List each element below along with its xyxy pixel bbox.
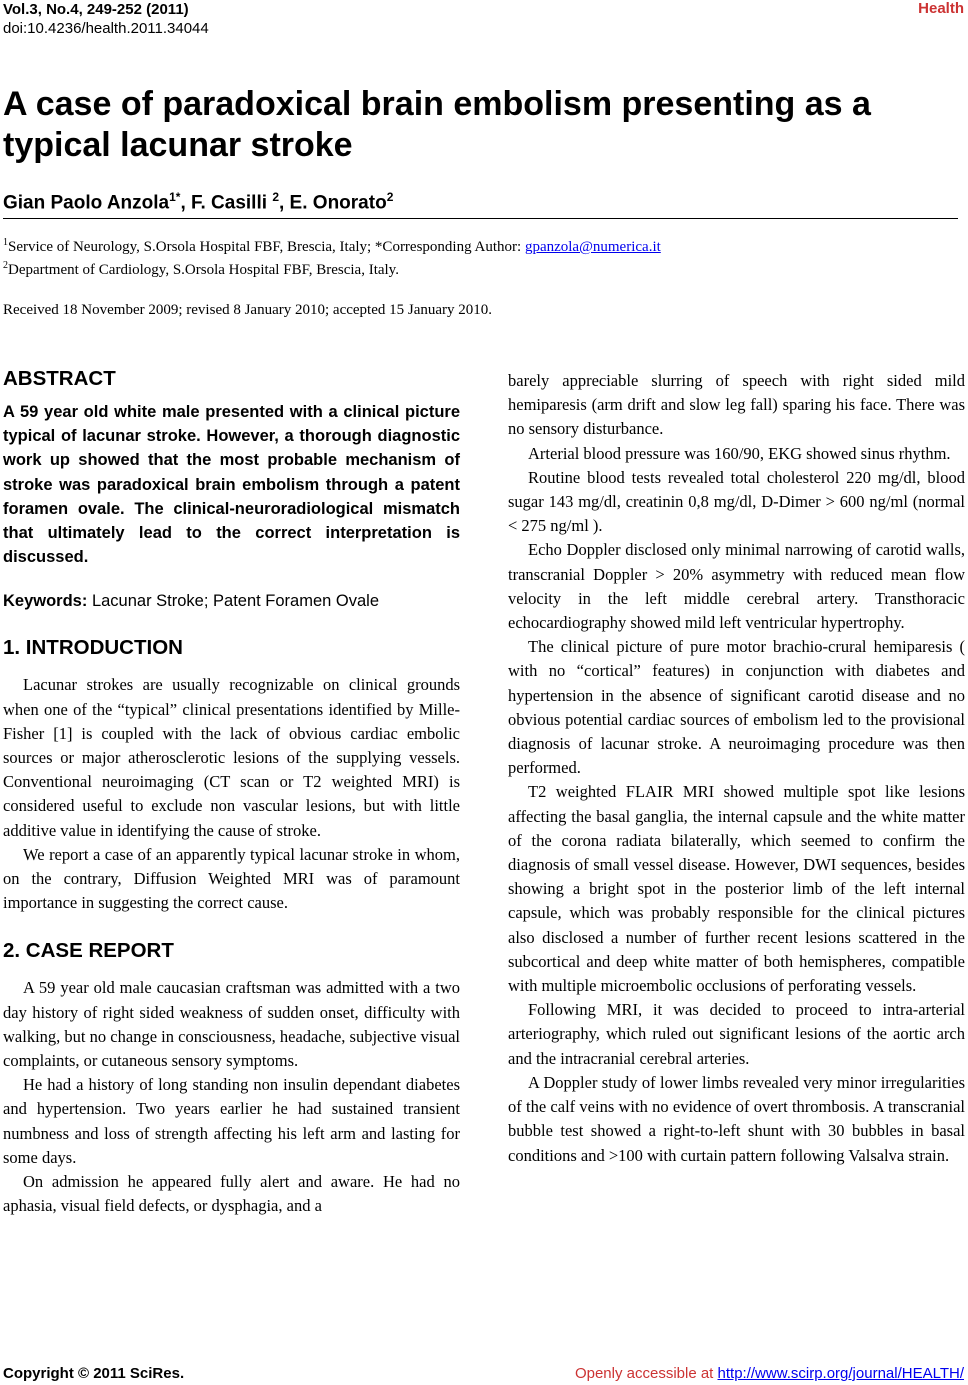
author-sup: 2 [386,190,394,204]
author-name: , E. Onorato [279,192,387,214]
paper-title: A case of paradoxical brain embolism presenting as a typical lacunar stroke [3,85,871,164]
case-paragraph: Arterial blood pressure was 160/90, EKG showed sinus rhythm. [528,443,951,463]
journal-url-link[interactable]: http://www.scirp.org/journal/HEALTH/ [717,1365,964,1382]
case-paragraph: The clinical picture of pure motor brachio-crural hemiparesis ( with no “cortical” features) in conjunction with diabetes and hypertension in the absence of significant carotid disease and no obvious potential cardiac sources of embolism led to the provisional diagnosis of lacunar stroke. A neuroimaging procedure was then performed. [508,637,965,778]
case-paragraph: He had a history of long standing non insulin dependant diabetes and hypertension. Two years earlier he had sustained transient numbness and loss of strength affecting his left arm and lasting for some days. [3,1075,460,1167]
received-dates: Received 18 November 2009; revised 8 January 2010; accepted 15 January 2010. [3,302,493,318]
case-paragraph-continued: barely appreciable slurring of speech with right sided mild hemiparesis (arm drift and slow leg fall) sparing his face. There was no sensory disturbance. [508,371,965,439]
author-list [3,190,393,214]
running-header [3,0,209,38]
corresponding-email-link[interactable]: gpanzola@numerica.it [524,239,661,255]
case-paragraph: A Doppler study of lower limbs revealed very minor irregularities of the calf veins with no evidence of overt thrombosis. A transcranial bubble test showed a right-to-left shunt with 30 bubbles in basal conditions and >100 with curtain pattern following Valsalva strain. [508,1072,965,1165]
abstract-heading: ABSTRACT [3,367,116,390]
author-sup: 1* [169,190,181,204]
journal-name: Health [918,0,964,17]
affiliation-1 [3,233,661,257]
case-paragraph: Following MRI, it was decided to proceed to intra-arterial arteriography, which ruled out significant lesions of the aortic arch and the intracranial cerebral arteries. [508,1000,965,1068]
case-paragraph: T2 weighted FLAIR MRI showed multiple spot like lesions affecting the basal ganglia, the internal capsule and the white matter of the corona radiata bilaterally, which seemed to confirm the diagnosis of small vessel disease. However, DWI sequences, besides showing a bright spot in the posterior limb of the left internal capsule, which was probably responsible for the clinical pictures also disclosed a number of further recent lesions scattered in the subcortical and deep white matter of both hemispheres, compatible with multiple microembolic occlusions of perforating vessels. [508,782,965,996]
intro-heading: 1. INTRODUCTION [3,636,183,660]
case-paragraph: Echo Doppler disclosed only minimal narrowing of carotid walls, transcranial Doppler > 20% asymmetry with reduced mean flow velocity in the left middle cerebral artery. Transthoracic echocardiography showed mild left ventricular hypertrophy. [508,540,965,633]
case-paragraph: A 59 year old male caucasian craftsman was admitted with a two day history of right sided weakness of sudden onset, difficulty with walking, but no change in consciousness, headache, subjective visual complaints, or cutaneous sensory symptoms. [3,978,460,1071]
intro-paragraph: Lacunar strokes are usually recognizable on clinical grounds when one of the “typical” clinical presentations identified by Mille-Fisher [1] is coupled with the lack of obvious cardiac embolic sources or major atherosclerotic lesions of the supplying vessels. Conventional neuroimaging (CT scan or T2 weighted MRI) is considered useful to exclude non vascular lesions, but with little additive value in identifying the cause of stroke. [3,675,460,840]
case-paragraph: Routine blood tests revealed total cholesterol 220 mg/dl, blood sugar 143 mg/dl, creatinin 0,8 mg/dl, D-Dimer > 600 ng/ml (normal < 275 ng/ml ). [508,467,965,536]
affiliation-2 [3,256,399,280]
intro-paragraph: We report a case of an apparently typical lacunar stroke in whom, on the contrary, Diffusion Weighted MRI was of paramount importance in suggesting the correct cause. [3,844,460,913]
author-name: Gian Paolo Anzola [3,192,170,214]
right-column [508,369,965,1168]
case-heading: 2. CASE REPORT [3,939,174,963]
access-note [575,1365,964,1382]
case-paragraph: On admission he appeared fully alert and aware. He had no aphasia, visual field defects, or dysphagia, and a [3,1172,460,1216]
keywords-text: Lacunar Stroke; Patent Foramen Ovale [87,592,380,611]
affiliation-sup: 2 [3,260,8,271]
author-name: , F. Casilli [180,192,273,214]
copyright: Copyright © 2011 SciRes. [3,1365,185,1382]
affiliation-sup: 1 [3,237,8,248]
affiliation-text: Department of Cardiology, S.Orsola Hospital FBF, Brescia, Italy. [8,262,399,278]
keywords [3,589,460,613]
doi: doi:10.4236/health.2011.34044 [3,20,209,37]
author-sup: 2 [272,190,279,204]
title-divider [3,218,958,219]
affiliation-text: Service of Neurology, S.Orsola Hospital FBF, Brescia, Italy; *Corresponding Author: [8,239,525,255]
abstract-text: A 59 year old white male presented with a clinical picture typical of lacunar stroke. However, a thorough diagnostic work up showed that the most probable mechanism of stroke was paradoxical brain embolism through a patent foramen ovale. The clinical-neuroradiological mismatch that ultimately lead to the correct interpretation is discussed. [3,403,460,567]
left-column [3,364,460,1218]
access-text: Openly accessible at [574,1365,718,1382]
volume-info: Vol.3, No.4, 249-252 (2011) [3,1,189,18]
keywords-label: Keywords: [3,592,88,611]
